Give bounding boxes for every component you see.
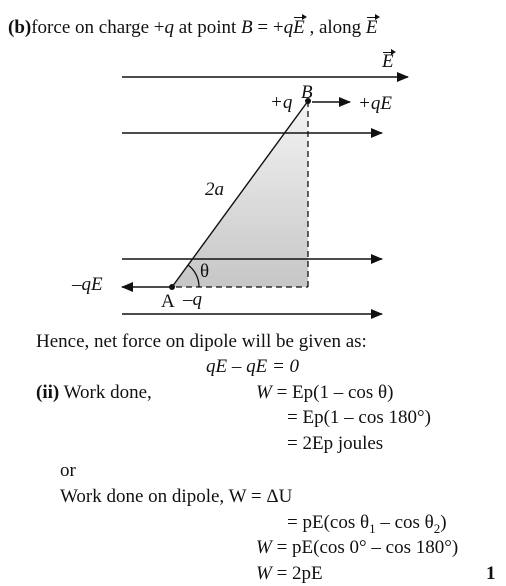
point-B-label: B: [301, 82, 313, 103]
marks: 1: [486, 563, 496, 584]
part-label: (b): [8, 17, 32, 38]
work-done-line: (ii) Work done,: [36, 382, 152, 403]
charge-A: [169, 284, 175, 290]
heading-q2: q: [283, 17, 294, 38]
force-minus-label: –qE: [72, 274, 103, 295]
heading-along: , along: [304, 17, 366, 38]
heading-q: q: [164, 17, 175, 38]
work-eq-3: = 2Ep joules: [287, 433, 384, 454]
work-eq-2: = Ep(1 – cos 180°): [287, 407, 431, 428]
point-A-label: A: [161, 291, 175, 312]
heading-text-mid: at point: [174, 17, 242, 38]
heading-text: force on charge +: [31, 17, 165, 38]
heading-vector-E: E: [293, 17, 305, 38]
net-force-eq: qE – qE = 0: [206, 356, 300, 377]
net-force-line: Hence, net force on dipole will be given as:: [36, 331, 367, 352]
angle-label: θ: [200, 261, 210, 282]
work-dipole-line: Work done on dipole, W = ΔU: [60, 486, 293, 507]
work-eq-6: W = pE(cos 0° – cos 180°): [256, 537, 459, 558]
or-label: or: [60, 460, 76, 481]
work-eq-5: = pE(cos $\theta_1$ – $\cos \theta_2$): [287, 512, 447, 536]
side-label-2a: 2a: [205, 179, 224, 200]
heading-eq: = +: [252, 17, 284, 38]
work-eq-1: W = Ep(1 – cos θ): [256, 382, 394, 403]
heading-vector-E2: E: [365, 17, 378, 38]
heading-B: B: [241, 17, 253, 38]
work-eq-7: W = 2pE: [256, 563, 323, 584]
force-plus-label: +qE: [358, 93, 392, 114]
minus-q-label: –q: [183, 289, 202, 310]
field-label: E: [382, 51, 394, 72]
plus-q-label: +q: [270, 92, 293, 113]
